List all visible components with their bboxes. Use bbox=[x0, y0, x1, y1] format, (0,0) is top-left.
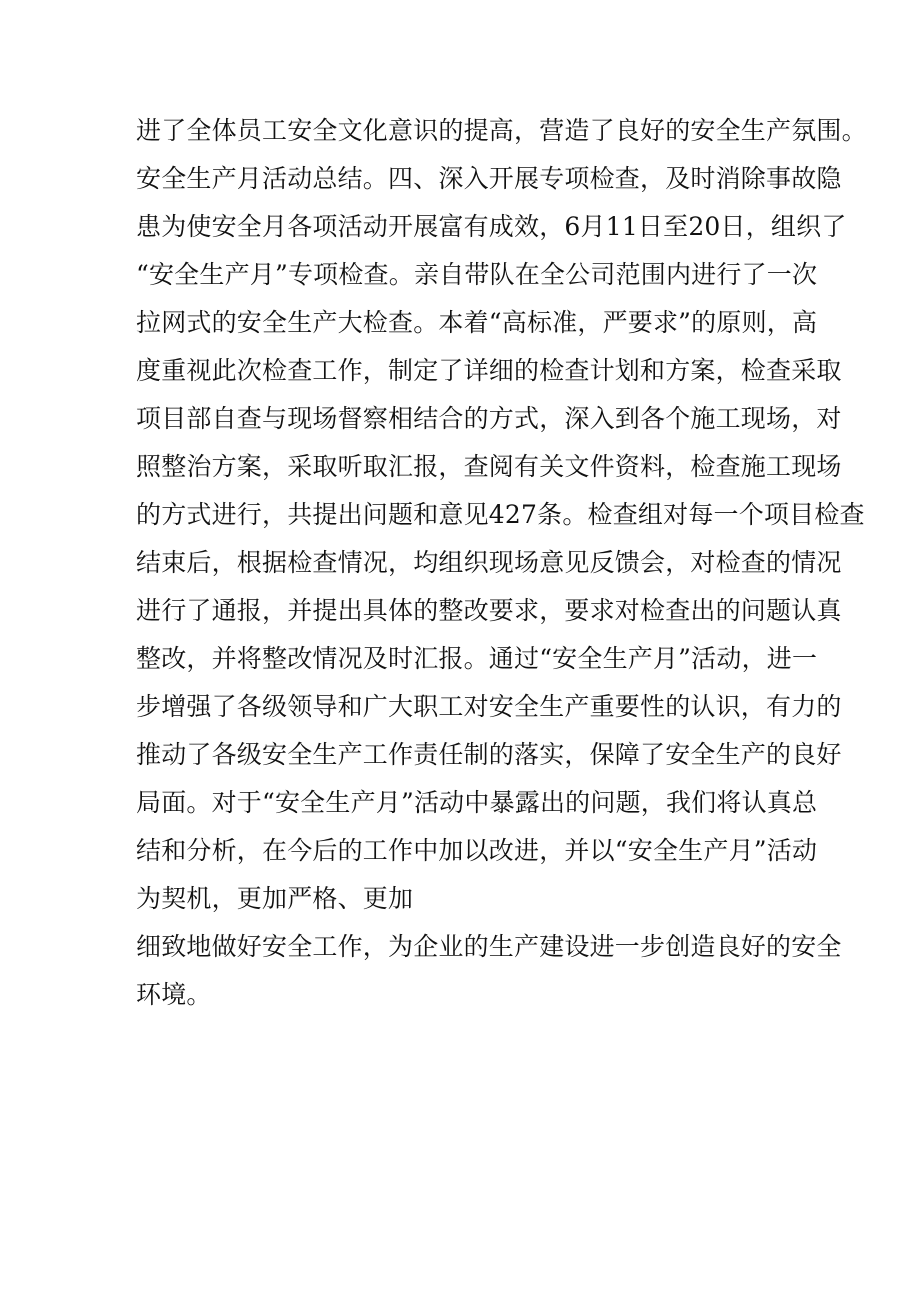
text-line: 安全生产月活动总结。四、深入开展专项检查，及时消除事故隐 bbox=[136, 164, 842, 193]
text-line: 项目部自查与现场督察相结合的方式，深入到各个施工现场，对 bbox=[136, 404, 842, 433]
text-line: 为契机，更加严格、更加 bbox=[136, 884, 414, 913]
text-line: 的方式进行，共提出问题和意见427条。检查组对每一个项目检查 bbox=[136, 500, 865, 529]
text-line: 拉网式的安全生产大检查。本着“高标准，严要求”的原则，高 bbox=[136, 308, 818, 337]
text-line: 推动了各级安全生产工作责任制的落实，保障了安全生产的良好 bbox=[136, 740, 842, 769]
text-line: 结和分析，在今后的工作中加以改进，并以“安全生产月”活动 bbox=[136, 836, 818, 865]
text-line: “安全生产月”专项检查。亲自带队在全公司范围内进行了一次 bbox=[136, 260, 818, 289]
text-line: 环境。 bbox=[136, 980, 212, 1009]
text-line: 结束后，根据检查情况，均组织现场意见反馈会，对检查的情况 bbox=[136, 548, 842, 577]
text-line: 照整治方案，采取听取汇报，查阅有关文件资料，检查施工现场 bbox=[136, 452, 842, 481]
text-line: 局面。对于“安全生产月”活动中暴露出的问题，我们将认真总 bbox=[136, 788, 818, 817]
text-line: 整改，并将整改情况及时汇报。通过“安全生产月”活动，进一 bbox=[136, 644, 818, 673]
text-line: 度重视此次检查工作，制定了详细的检查计划和方案，检查采取 bbox=[136, 356, 842, 385]
body-text bbox=[136, 107, 867, 1019]
text-line: 患为使安全月各项活动开展富有成效，6月11日至20日，组织了 bbox=[136, 212, 847, 241]
text-line: 细致地做好安全工作，为企业的生产建设进一步创造良好的安全 bbox=[136, 932, 842, 961]
text-line: 步增强了各级领导和广大职工对安全生产重要性的认识，有力的 bbox=[136, 692, 842, 721]
text-line: 进了全体员工安全文化意识的提高，营造了良好的安全生产氛围。 bbox=[136, 116, 867, 145]
text-line: 进行了通报，并提出具体的整改要求，要求对检查出的问题认真 bbox=[136, 596, 842, 625]
